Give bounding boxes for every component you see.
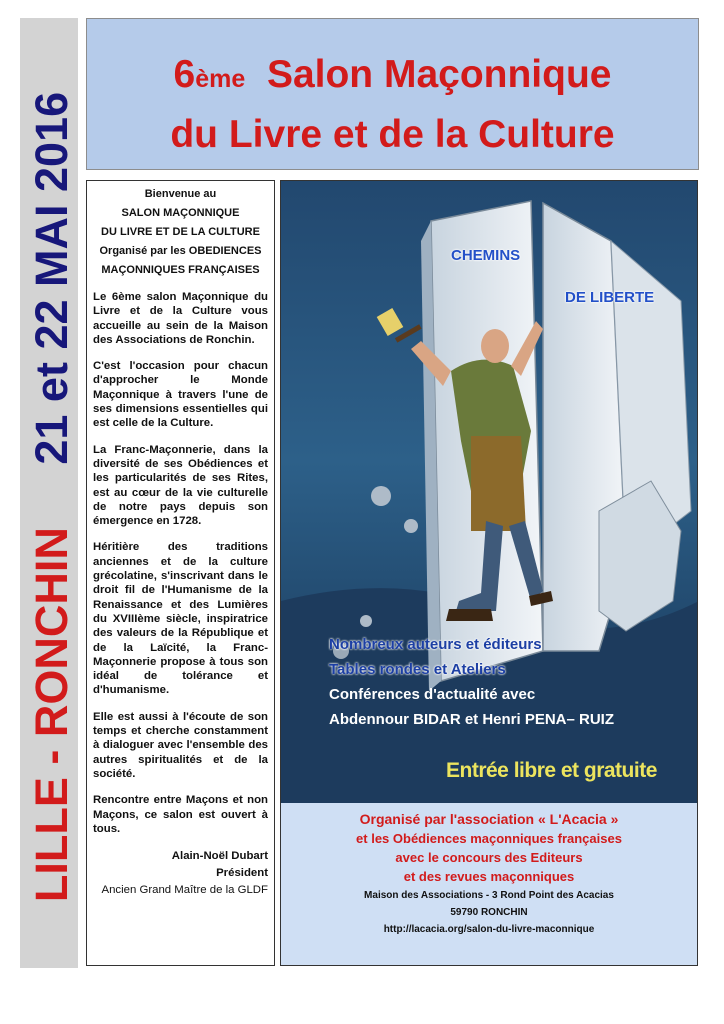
address-postcode: 59790 RONCHIN <box>450 907 528 918</box>
signature-title: Ancien Grand Maître de la GLDF <box>101 884 268 897</box>
side-city: LILLE - RONCHIN <box>26 527 77 903</box>
paragraph: La Franc-Maçonnerie, dans la diversité de ses Obédiences et les particularités de ses Rites, est au cœur de la vie culturelle de notre pays depuis son émergence en 1728. <box>93 443 268 528</box>
title-line-2: du Livre et de la Culture <box>170 113 615 156</box>
title-ordinal: 6 <box>173 53 196 96</box>
poster-chemins: CHEMINS <box>451 247 521 264</box>
poster-liberte: DE LIBERTE <box>565 289 655 306</box>
welcome-column <box>86 180 275 966</box>
poster-line-authors: Nombreux auteurs et éditeurs <box>329 636 542 653</box>
welcome-line: SALON MAÇONNIQUE <box>121 207 240 219</box>
side-event-banner <box>27 27 77 967</box>
welcome-line: MAÇONNIQUES FRANÇAISES <box>101 264 260 276</box>
poster <box>280 180 698 966</box>
poster-line-speakers: Abdennour BIDAR et Henri PENA– RUIZ <box>329 711 615 728</box>
poster-line-conferences: Conférences d'actualité avec <box>329 686 536 703</box>
title-box <box>86 18 699 170</box>
welcome-header <box>93 185 268 280</box>
paragraph: Elle est aussi à l'écoute de son temps et cherche constamment à dialoguer avec l'ensemble des autres spiritualités et de la société. <box>93 710 268 780</box>
poster-line-tables: Tables rondes et Ateliers <box>329 661 506 678</box>
title-line-1 <box>87 53 698 101</box>
signature-role: Président <box>216 867 268 880</box>
paragraph: Rencontre entre Maçons et non Maçons, ce salon est ouvert à tous. <box>93 794 268 835</box>
organiser-line: et les Obédiences maçonniques françaises <box>356 831 622 846</box>
website-link[interactable]: http://lacacia.org/salon-du-livre-maconnique <box>383 924 595 935</box>
organiser-line: et des revues maçonniques <box>403 869 575 884</box>
organiser-block <box>281 803 697 935</box>
signature <box>93 848 268 899</box>
title-ordinal-suffix: ème <box>195 65 246 93</box>
welcome-line: DU LIVRE ET DE LA CULTURE <box>101 226 260 238</box>
welcome-line: Organisé par les OBEDIENCES <box>99 245 262 257</box>
paragraph: Le 6ème salon Maçonnique du Livre et de la Culture vous accueille au sein de la Maison des Associations de Ronchin. <box>93 291 268 346</box>
organiser-line: Organisé par l'association « L'Acacia » <box>359 811 619 827</box>
signature-name: Alain-Noël Dubart <box>171 850 268 863</box>
welcome-line: Bienvenue au <box>144 188 217 200</box>
poster-entree: Entrée libre et gratuite <box>446 759 657 782</box>
illustration-image <box>281 181 698 803</box>
title-salon: Salon Maçonnique <box>266 53 612 96</box>
address-line: Maison des Associations - 3 Rond Point des Acacias <box>364 890 614 901</box>
side-date: 21 et 22 MAI 2016 <box>26 91 77 465</box>
paragraph: C'est l'occasion pour chacun d'approcher le Monde Maçonnique à travers l'une de ses dimensions essentielles qui est celle de la Culture. <box>93 360 268 430</box>
paragraph: Héritière des traditions anciennes et de la culture grécolatine, s'inscrivant dans le droit fil de l'Humanisme de la Renaissance et des Lumières du XVIIIème siècle, inspiratrice des valeurs de la République et de la Laïcité, la Franc-Maçonnerie propose à tous son idéal de tolérance et d'humanisme. <box>93 541 268 697</box>
organiser-line: avec le concours des Editeurs <box>395 850 583 865</box>
